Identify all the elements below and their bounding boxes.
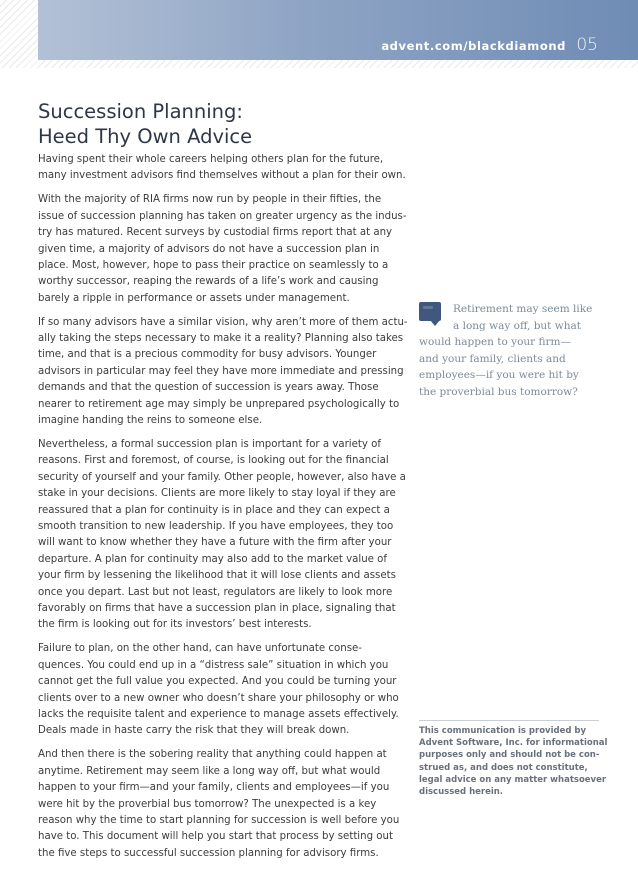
header-url[interactable]: advent.com/blackdiamond [381, 39, 566, 53]
header-band [38, 0, 638, 60]
body-line: favorably on firms that have a succession plan in place, signaling that [38, 603, 396, 615]
body-line: happen to your firm—and your family, clients and employees—if you [38, 782, 390, 794]
body-paragraph [38, 152, 406, 185]
pull-quote-line: employees—if you were hit by [419, 369, 579, 381]
body-line: worthy successor, reaping the rewards of a life’s work and causing [38, 276, 379, 288]
pull-quote-line: and your family, clients and [419, 352, 566, 365]
disclaimer [419, 725, 608, 798]
body-line: the five steps to successful succession planning for advisory firms. [38, 847, 379, 859]
disclaimer-line: This communication is provided by [419, 726, 587, 736]
body-line: reason why the time to start planning for succession is well before you [38, 814, 400, 826]
body-line: With the majority of RIA firms now run by people in their fifties, the [38, 194, 382, 206]
speech-bubble-icon [419, 302, 441, 326]
body-line: reassured that a plan for continuity is in place and they can expect a [38, 504, 390, 516]
title-line-1: Succession Planning: [38, 100, 243, 123]
body-line: lacks the requisite talent and experience to manage assets effectively. [38, 709, 399, 720]
body-line: the firm is looking out for its investors’ best interests. [38, 619, 312, 631]
body-line: Nevertheless, a formal succession plan is important for a variety of [38, 439, 381, 450]
disclaimer-line: purposes only and should not be con- [419, 750, 600, 761]
pull-quote-line: would happen to your firm— [419, 336, 571, 348]
article-title [38, 99, 398, 149]
body-paragraph [38, 641, 399, 739]
body-line: nearer to retirement age may simply be unprepared psychologically to [38, 398, 400, 410]
body-line: ally taking the steps necessary to make it a reality? Planning also takes [38, 333, 404, 345]
body-line: Failure to plan, on the other hand, can have unfortunate conse- [38, 643, 362, 655]
body-line: barely a ripple in performance or assets under management. [38, 292, 350, 304]
pull-quote [419, 301, 597, 400]
body-line: clients over to a new owner who doesn’t share your philosophy or who [38, 692, 399, 704]
body-line: And then there is the sobering reality that anything could happen at [38, 749, 387, 761]
body-line: quences. You could end up in a “distress sale” situation in which you [38, 659, 389, 671]
body-line: try has matured. Recent surveys by custodial firms report that at any [38, 227, 393, 239]
body-line: demands and that the question of succession is years away. Those [38, 382, 379, 394]
body-line: If so many advisors have a similar vision, why aren’t more of them actu- [38, 316, 408, 328]
body-line: place. Most, however, hope to pass their practice on seamlessly to a [38, 259, 389, 271]
body-line: smooth transition to new leadership. If you have employees, they too [38, 521, 394, 533]
body-line: once you depart. Last but not least, regulators are likely to look more [38, 586, 393, 598]
disclaimer-line: legal advice on any matter whatsoever [419, 774, 607, 785]
page-number: 05 [576, 35, 598, 55]
body-line: given time, a majority of advisors do not have a succession plan in [38, 243, 380, 255]
body-line: reasons. First and foremost, of course, is looking out for the financial [38, 455, 389, 467]
pull-quote-line: a long way off, but what [453, 319, 581, 332]
body-line: issue of succession planning has taken on greater urgency as the indus- [38, 210, 407, 222]
body-line: cannot get the full value you expected. And you could be turning your [38, 676, 397, 688]
body-paragraph [38, 747, 400, 862]
disclaimer-line: discussed herein. [419, 787, 504, 798]
title-line-2: Heed Thy Own Advice [38, 125, 253, 148]
article-body [38, 152, 408, 870]
body-line: Having spent their whole careers helping others plan for the future, [38, 154, 384, 165]
body-line: will want to know whether they have a future with the firm after your [38, 537, 392, 549]
pull-quote-text [419, 301, 597, 400]
disclaimer-line: strued as, and does not constitute, [419, 762, 588, 773]
body-paragraph [38, 437, 406, 634]
body-line: Deals made in haste carry the risk that they will break down. [38, 725, 350, 737]
body-line: many investment advisors find themselves without a plan for their own. [38, 170, 406, 182]
body-line: stake in your decisions. Clients are more likely to stay loyal if they are [38, 488, 396, 500]
body-paragraph [38, 192, 407, 307]
body-line: anytime. Retirement may seem like a long way off, but what would [38, 765, 381, 777]
body-paragraph [38, 315, 408, 430]
body-line: have to. This document will help you start that process by setting out [38, 831, 393, 843]
body-line: advisors in particular may feel they have more immediate and pressing [38, 365, 404, 377]
disclaimer-line: Advent Software, Inc. for informational [419, 738, 608, 749]
body-line: security of yourself and your family. Other people, however, also have a [38, 471, 406, 483]
disclaimer-divider [419, 720, 599, 721]
body-line: time, and that is a precious commodity for busy advisors. Younger [38, 349, 377, 361]
body-line: were hit by the proverbial bus tomorrow? The unexpected is a key [38, 798, 377, 810]
body-line: imagine handing the reins to someone else. [38, 415, 263, 427]
pull-quote-line: Retirement may seem like [453, 303, 593, 315]
body-line: departure. A plan for continuity may also add to the market value of [38, 553, 388, 565]
pull-quote-line: the proverbial bus tomorrow? [419, 385, 578, 398]
body-line: your firm by lessening the likelihood that it will lose clients and assets [38, 570, 396, 582]
